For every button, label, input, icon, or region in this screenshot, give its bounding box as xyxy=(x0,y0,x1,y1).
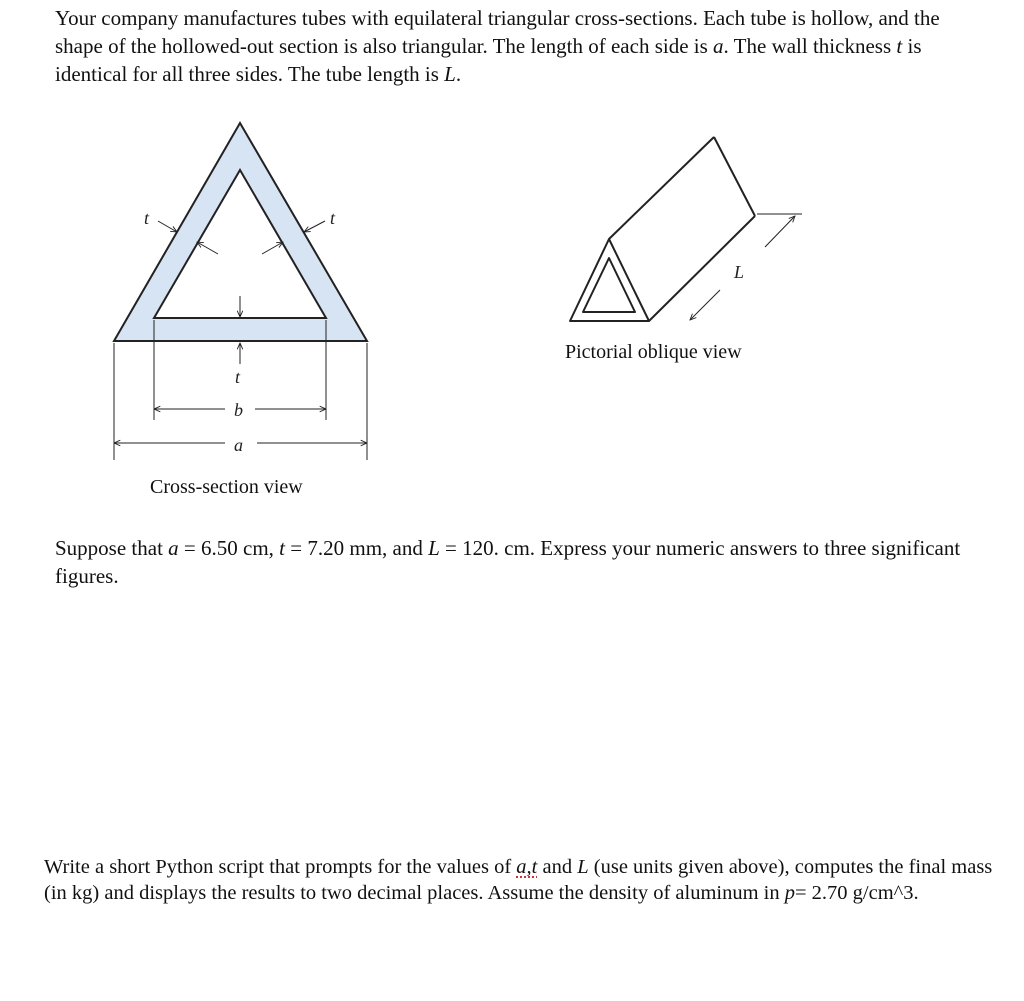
tube-front-outer xyxy=(570,239,649,321)
label-t-bottom: t xyxy=(235,367,241,387)
L-arrow-up xyxy=(765,216,795,247)
tube-top-edge xyxy=(609,137,714,239)
label-t-left: t xyxy=(144,208,150,228)
symbol-a: a xyxy=(713,34,724,58)
problem-intro xyxy=(55,4,990,88)
task-text-3: (use units given above), computes the final mass (in kg) and displays the results to two decimal places. Assume the density of aluminum in xyxy=(44,856,993,904)
given-values xyxy=(55,534,990,590)
intro-text-1: Your company manufactures tubes with equilateral triangular cross-sections. Each tube is hollow, and the shape of the hollowed-out section is also triangular. The length of each side is xyxy=(55,6,940,58)
oblique-diagram xyxy=(540,110,840,340)
symbol-L: L xyxy=(444,62,456,86)
t-arrow-left-outer xyxy=(158,221,177,232)
task-text-2: and xyxy=(537,856,578,878)
cross-section-diagram xyxy=(0,110,400,470)
symbol-a-t: a,t xyxy=(516,856,538,878)
tube-front-inner xyxy=(583,258,635,312)
task-description xyxy=(44,854,994,906)
t-arrow-right-inner xyxy=(262,242,283,254)
task-text-4: = 2.70 g/cm^3. xyxy=(794,882,919,904)
tube-back-edge xyxy=(714,137,755,216)
symbol-L: L xyxy=(428,536,440,560)
intro-text-3: is identical for all three sides. The tube length is xyxy=(55,34,922,86)
given-text-2: = 6.50 cm, xyxy=(178,536,280,560)
cross-section-caption: Cross-section view xyxy=(150,476,303,498)
t-arrow-right-outer xyxy=(304,221,325,232)
symbol-t: t xyxy=(896,34,903,58)
task-text-1: Write a short Python script that prompts for the values of xyxy=(44,856,517,878)
label-t-right: t xyxy=(330,208,336,228)
given-text-1: Suppose that xyxy=(55,536,169,560)
symbol-t: t xyxy=(279,536,286,560)
L-arrow-down xyxy=(690,290,720,320)
t-arrow-left-inner xyxy=(197,242,218,254)
oblique-caption: Pictorial oblique view xyxy=(565,341,742,363)
symbol-rho: p xyxy=(784,882,795,904)
label-L: L xyxy=(734,262,745,282)
intro-text-2: . The wall thickness xyxy=(723,34,897,58)
label-a: a xyxy=(234,435,243,455)
given-text-3: = 7.20 mm, and xyxy=(285,536,429,560)
intro-text-4: . xyxy=(455,62,462,86)
given-text-4: = 120. cm. Express your numeric answers to three significant figures. xyxy=(55,536,961,588)
symbol-L: L xyxy=(577,856,589,878)
symbol-a: a xyxy=(168,536,179,560)
label-b: b xyxy=(234,400,243,420)
